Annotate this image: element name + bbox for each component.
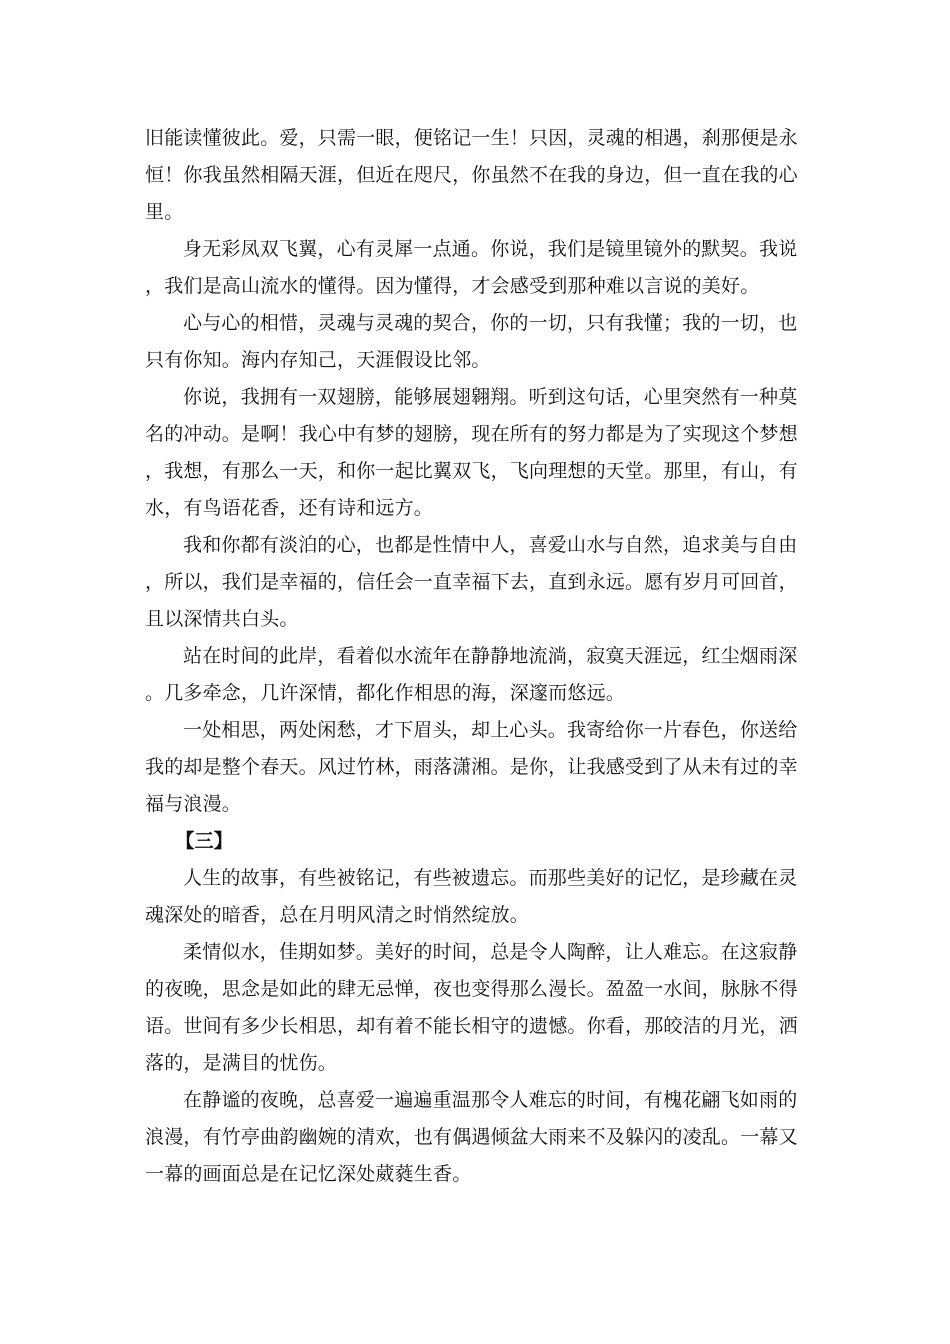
document-body	[145, 120, 805, 1193]
paragraph: 心与心的相惜，灵魂与灵魂的契合，你的一切，只有我懂；我的一切，也只有你知。海内存知己，天涯假设比邻。	[145, 312, 798, 371]
paragraph: 一处相思，两处闲愁，才下眉头，却上心头。我寄给你一片春色，你送给我的却是整个春天。风过竹林，雨落潇湘。是你，让我感受到了从未有过的幸福与浪漫。	[145, 719, 798, 815]
paragraph-continued: 旧能读懂彼此。爱，只需一眼，便铭记一生！只因，灵魂的相遇，刹那便是永恒！你我虽然相隔天涯，但近在咫尺，你虽然不在我的身边，但一直在我的心里。	[145, 127, 798, 223]
paragraph: 站在时间的此岸，看着似水流年在静静地流淌，寂寞天涯远，红尘烟雨深。几多牵念，几许深情，都化作相思的海，深邃而悠远。	[145, 645, 798, 704]
paragraph: 你说，我拥有一双翅膀，能够展翅翱翔。听到这句话，心里突然有一种莫名的冲动。是啊！我心中有梦的翅膀，现在所有的努力都是为了实现这个梦想，我想，有那么一天，和你一起比翼双飞，飞向理想的天堂。那里，有山，有水，有鸟语花香，还有诗和远方。	[145, 386, 798, 519]
paragraph: 身无彩凤双飞翼，心有灵犀一点通。你说，我们是镜里镜外的默契。我说，我们是高山流水的懂得。因为懂得，才会感受到那种难以言说的美好。	[145, 238, 798, 297]
paragraph: 人生的故事，有些被铭记，有些被遗忘。而那些美好的记忆，是珍藏在灵魂深处的暗香，总在月明风清之时悄然绽放。	[145, 867, 798, 926]
paragraph: 在静谧的夜晚，总喜爱一遍遍重温那令人难忘的时间，有槐花翩飞如雨的浪漫，有竹亭曲韵幽婉的清欢，也有偶遇倾盆大雨来不及躲闪的凌乱。一幕又一幕的画面总是在记忆深处葳蕤生香。	[145, 1089, 798, 1185]
section-heading: 【三】	[175, 830, 233, 852]
paragraph: 我和你都有淡泊的心，也都是性情中人，喜爱山水与自然，追求美与自由，所以，我们是幸福的，信任会一直幸福下去，直到永远。愿有岁月可回首，且以深情共白头。	[145, 534, 798, 630]
paragraph: 柔情似水，佳期如梦。美好的时间，总是令人陶醉，让人难忘。在这寂静的夜晚，思念是如此的肆无忌惮，夜也变得那么漫长。盈盈一水间，脉脉不得语。世间有多少长相思，却有着不能长相守的遗憾。你看，那皎洁的月光，洒落的，是满目的忧伤。	[145, 941, 798, 1074]
